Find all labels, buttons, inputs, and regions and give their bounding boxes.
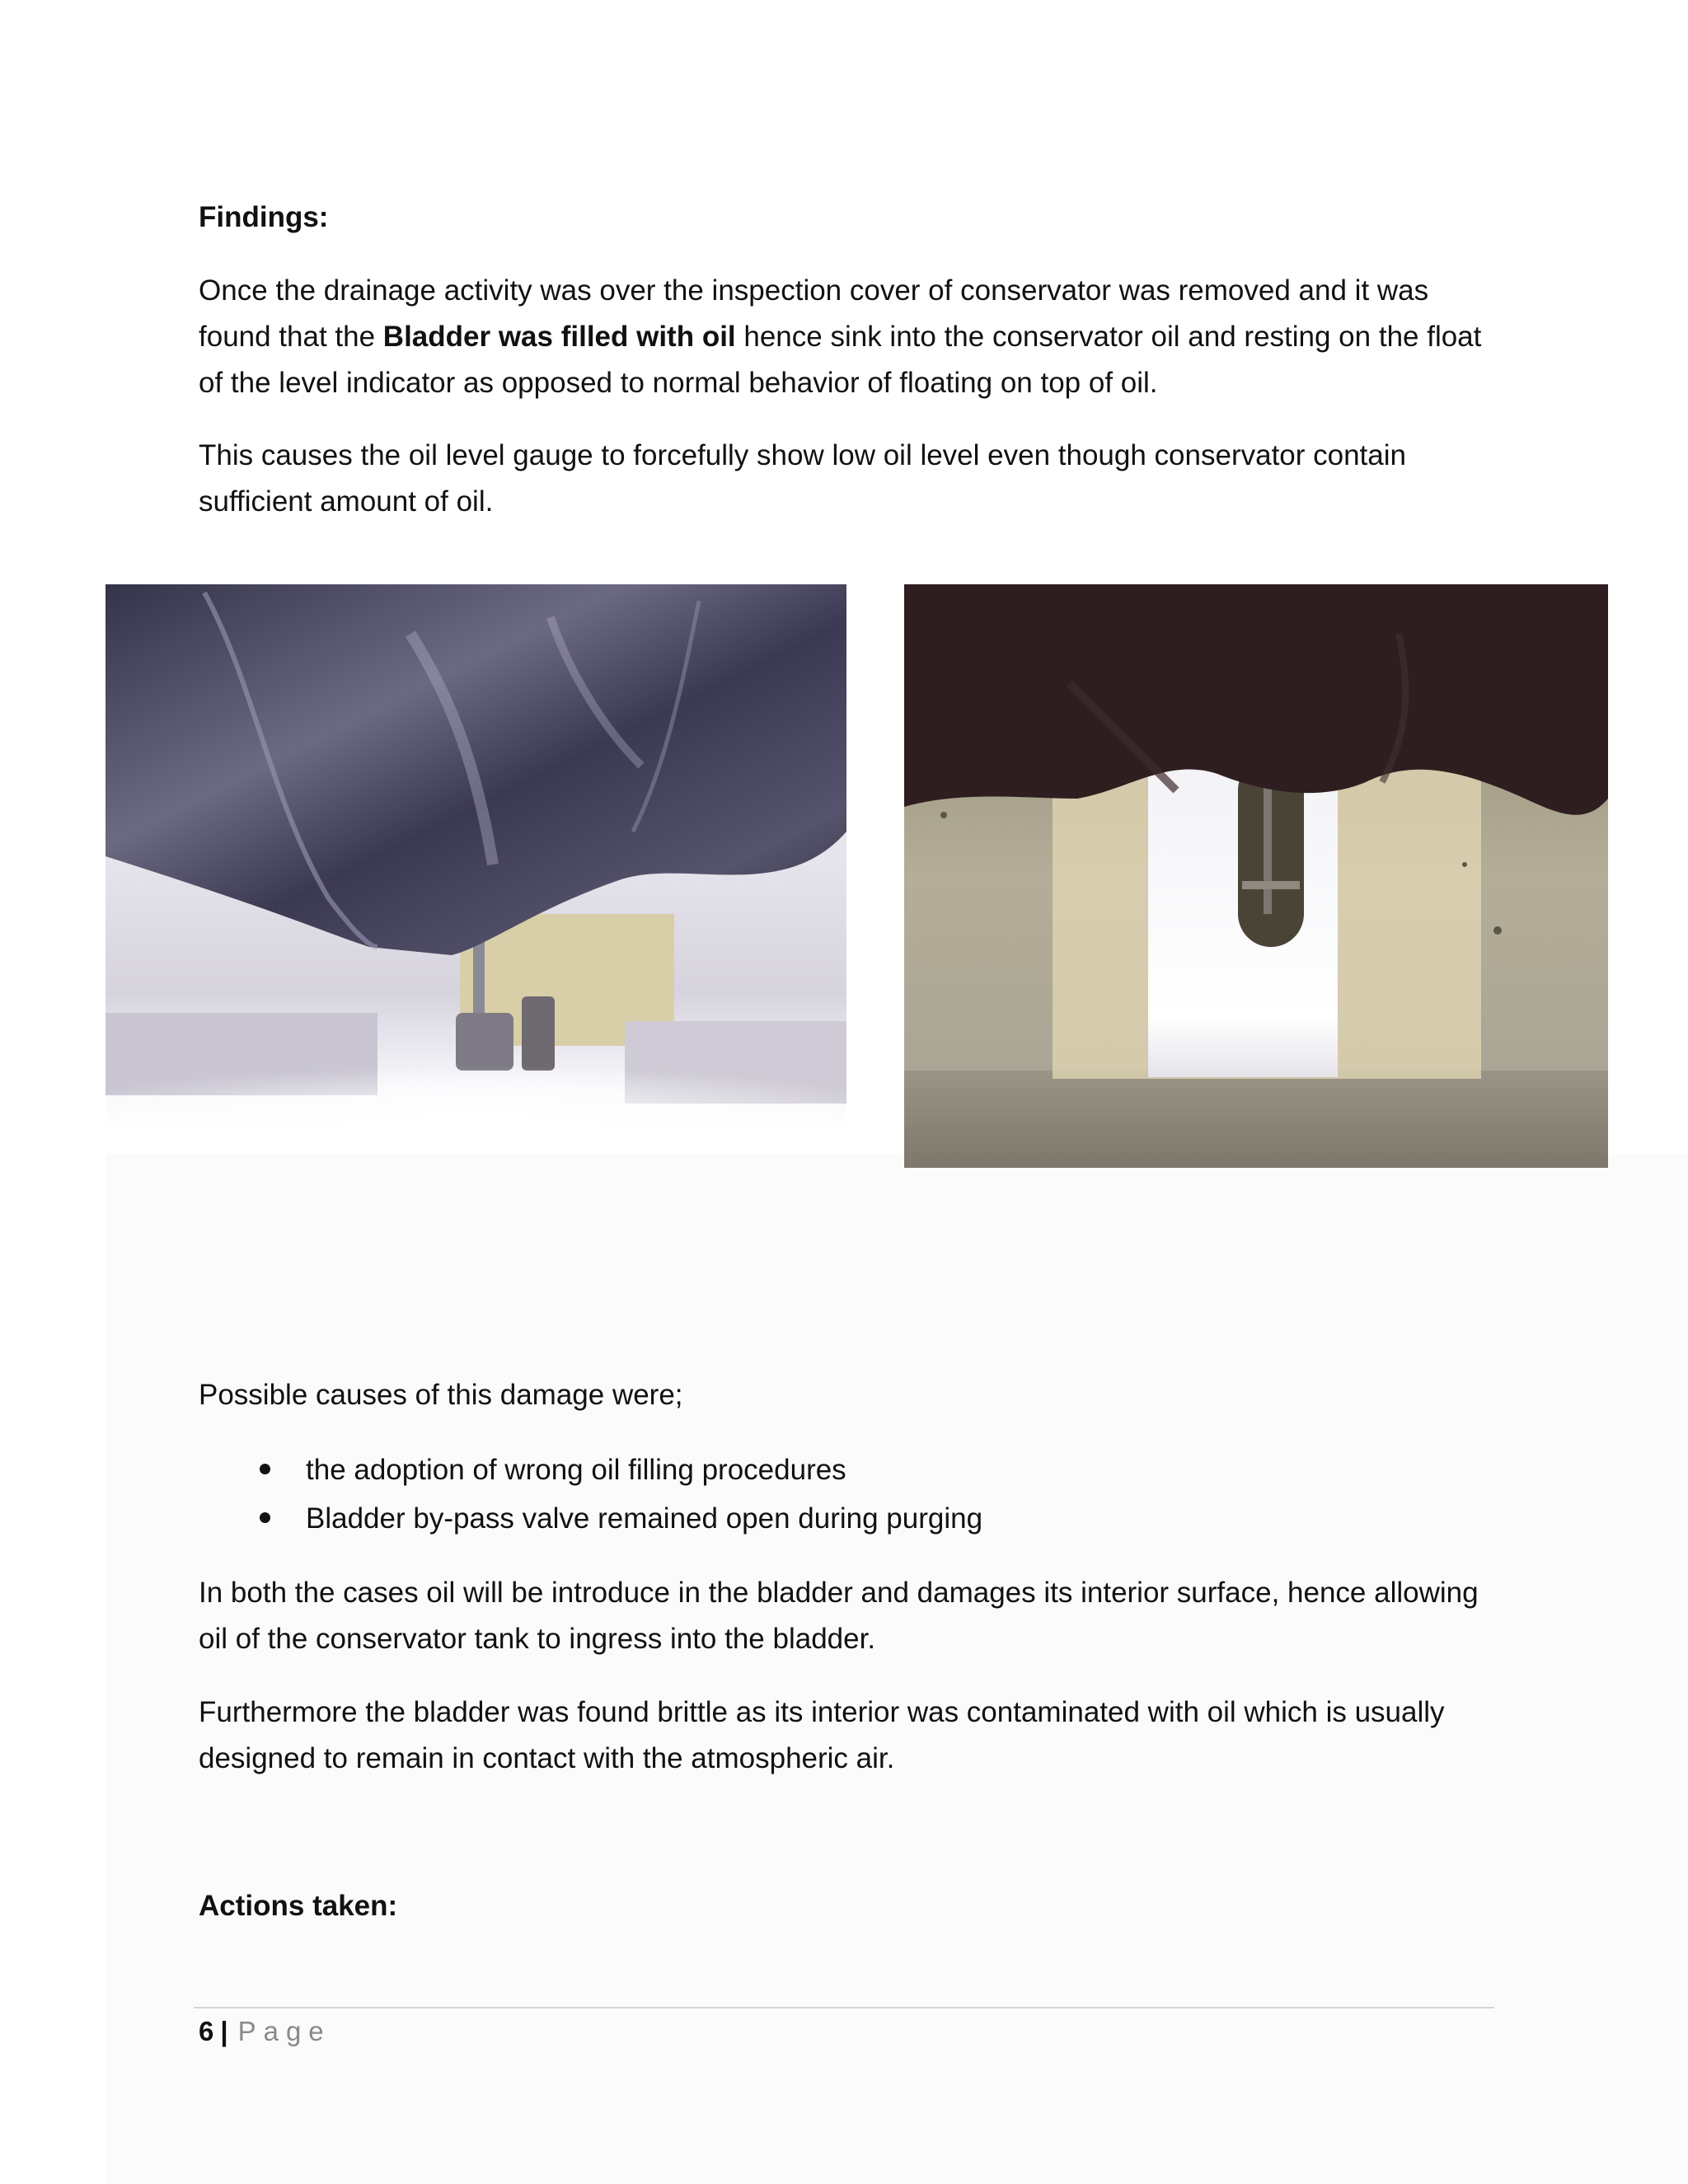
cause-text: Bladder by-pass valve remained open during purging bbox=[306, 1502, 983, 1535]
causes-paragraph-3: In both the cases oil will be introduce in the bladder and damages its interior surface, hence allowing oil of the conservator tank to ingress into the bladder. bbox=[199, 1577, 1479, 1655]
findings-heading: Findings: bbox=[199, 201, 329, 233]
causes-paragraph-4: Furthermore the bladder was found brittle as its interior was contaminated with oil which is usually designed to remain in contact with the atmospheric air. bbox=[199, 1696, 1445, 1774]
page-footer bbox=[199, 2011, 331, 2052]
bladder-photo-left bbox=[106, 584, 846, 1129]
findings-paragraph-2: This causes the oil level gauge to forcefully show low oil level even though conservator contain sufficient amount of oil. bbox=[199, 439, 1406, 518]
footer-divider bbox=[194, 2007, 1494, 2008]
findings-p1-emphasis: Bladder was filled with oil bbox=[382, 321, 736, 353]
findings-p1-text-b: hence sink into the conservator oil and resting on the float of the level indicator as opposed to normal behavior of floating on top of oil. bbox=[199, 321, 1482, 399]
page-shade bbox=[106, 1154, 1688, 2184]
bladder-photo-right bbox=[904, 584, 1608, 1168]
causes-intro: Possible causes of this damage were; bbox=[199, 1379, 683, 1411]
page-label: Page bbox=[237, 2016, 331, 2046]
bullet-icon bbox=[260, 1512, 270, 1523]
footer-separator: | bbox=[220, 2016, 228, 2046]
bullet-icon bbox=[260, 1464, 270, 1474]
actions-heading: Actions taken: bbox=[199, 1890, 398, 1922]
findings-p1-text-a: Once the drainage activity was over the inspection cover of conservator was removed and it was found that the bbox=[199, 274, 1429, 353]
findings-paragraph-1 bbox=[199, 268, 1501, 406]
page-number: 6 bbox=[199, 2016, 214, 2046]
list-item bbox=[199, 1494, 982, 1543]
list-item bbox=[199, 1446, 982, 1494]
causes-list bbox=[199, 1446, 982, 1543]
cause-text: the adoption of wrong oil filling procedures bbox=[306, 1454, 846, 1486]
